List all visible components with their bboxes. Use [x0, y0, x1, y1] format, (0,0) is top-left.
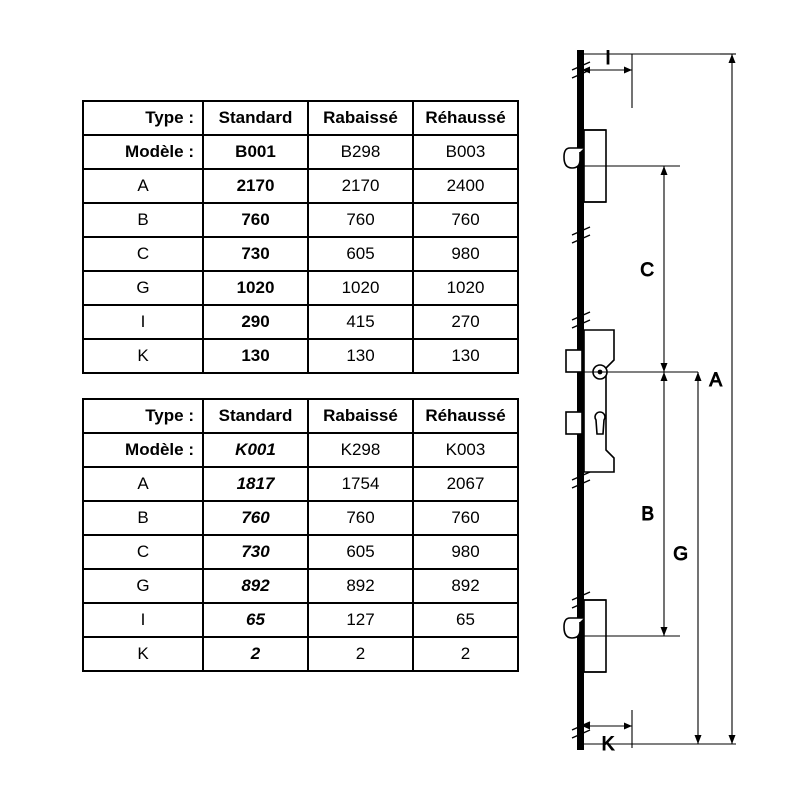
row-c-rehausse: 980: [413, 535, 518, 569]
row-label-c: C: [83, 237, 203, 271]
table-row: [83, 101, 518, 135]
row-k-rehausse: 2: [413, 637, 518, 671]
row-k-standard: 2: [203, 637, 308, 671]
row-c-rehausse: 980: [413, 237, 518, 271]
table-row: [83, 637, 518, 671]
row-i-rabaisse: 127: [308, 603, 413, 637]
row-i-rehausse: 270: [413, 305, 518, 339]
row-label-a: A: [83, 467, 203, 501]
row-label-g: G: [83, 569, 203, 603]
type-rehausse: Réhaussé: [413, 101, 518, 135]
table-row: [83, 169, 518, 203]
row-a-standard: 2170: [203, 169, 308, 203]
modele-label: Modèle :: [83, 433, 203, 467]
technical-drawing: [520, 20, 800, 780]
row-a-rehausse: 2067: [413, 467, 518, 501]
row-a-rabaisse: 2170: [308, 169, 413, 203]
spec-table-k001: [82, 398, 519, 672]
modele-standard: B001: [203, 135, 308, 169]
row-g-rehausse: 892: [413, 569, 518, 603]
row-label-g: G: [83, 271, 203, 305]
row-label-i: I: [83, 305, 203, 339]
table-row: [83, 237, 518, 271]
row-c-standard: 730: [203, 535, 308, 569]
row-g-standard: 892: [203, 569, 308, 603]
row-a-rehausse: 2400: [413, 169, 518, 203]
row-a-rabaisse: 1754: [308, 467, 413, 501]
modele-rehausse: K003: [413, 433, 518, 467]
table-row: [83, 399, 518, 433]
row-i-rehausse: 65: [413, 603, 518, 637]
table-row: [83, 467, 518, 501]
table-row: [83, 339, 518, 373]
table-row: [83, 569, 518, 603]
row-k-rabaisse: 2: [308, 637, 413, 671]
row-g-rehausse: 1020: [413, 271, 518, 305]
dimension-a: [702, 54, 736, 744]
spec-table-b001: [82, 100, 519, 374]
table-row: [83, 433, 518, 467]
row-k-rehausse: 130: [413, 339, 518, 373]
table-row: [83, 603, 518, 637]
type-standard: Standard: [203, 101, 308, 135]
row-b-rabaisse: 760: [308, 203, 413, 237]
row-c-rabaisse: 605: [308, 535, 413, 569]
table-row: [83, 135, 518, 169]
lock-case: [566, 330, 614, 472]
row-a-standard: 1817: [203, 467, 308, 501]
row-c-rabaisse: 605: [308, 237, 413, 271]
dim-label-a: A: [709, 370, 722, 391]
row-b-rehausse: 760: [413, 501, 518, 535]
modele-rabaisse: K298: [308, 433, 413, 467]
row-i-standard: 65: [203, 603, 308, 637]
row-label-c: C: [83, 535, 203, 569]
row-label-a: A: [83, 169, 203, 203]
type-rabaisse: Rabaissé: [308, 399, 413, 433]
row-i-rabaisse: 415: [308, 305, 413, 339]
row-g-standard: 1020: [203, 271, 308, 305]
row-label-k: K: [83, 637, 203, 671]
table-row: [83, 535, 518, 569]
type-rehausse: Réhaussé: [413, 399, 518, 433]
row-b-standard: 760: [203, 501, 308, 535]
table-row: [83, 305, 518, 339]
type-label: Type :: [83, 101, 203, 135]
row-c-standard: 730: [203, 237, 308, 271]
row-b-rehausse: 760: [413, 203, 518, 237]
type-label: Type :: [83, 399, 203, 433]
row-g-rabaisse: 1020: [308, 271, 413, 305]
table-row: [83, 203, 518, 237]
modele-rabaisse: B298: [308, 135, 413, 169]
dim-label-k: K: [601, 734, 615, 755]
dim-label-g: G: [673, 544, 688, 565]
type-rabaisse: Rabaissé: [308, 101, 413, 135]
dimension-g: [638, 372, 702, 744]
dim-label-c: C: [640, 260, 654, 281]
modele-standard: K001: [203, 433, 308, 467]
dimension-b: [661, 372, 668, 636]
table-row: [83, 501, 518, 535]
modele-rehausse: B003: [413, 135, 518, 169]
row-g-rabaisse: 892: [308, 569, 413, 603]
row-label-b: B: [83, 501, 203, 535]
row-k-standard: 130: [203, 339, 308, 373]
dimension-c: [661, 166, 668, 372]
row-label-b: B: [83, 203, 203, 237]
row-k-rabaisse: 130: [308, 339, 413, 373]
modele-label: Modèle :: [83, 135, 203, 169]
row-i-standard: 290: [203, 305, 308, 339]
dim-label-b: B: [641, 504, 654, 525]
dim-label-i: I: [605, 48, 611, 69]
row-b-rabaisse: 760: [308, 501, 413, 535]
table-row: [83, 271, 518, 305]
type-standard: Standard: [203, 399, 308, 433]
row-label-i: I: [83, 603, 203, 637]
row-b-standard: 760: [203, 203, 308, 237]
row-label-k: K: [83, 339, 203, 373]
